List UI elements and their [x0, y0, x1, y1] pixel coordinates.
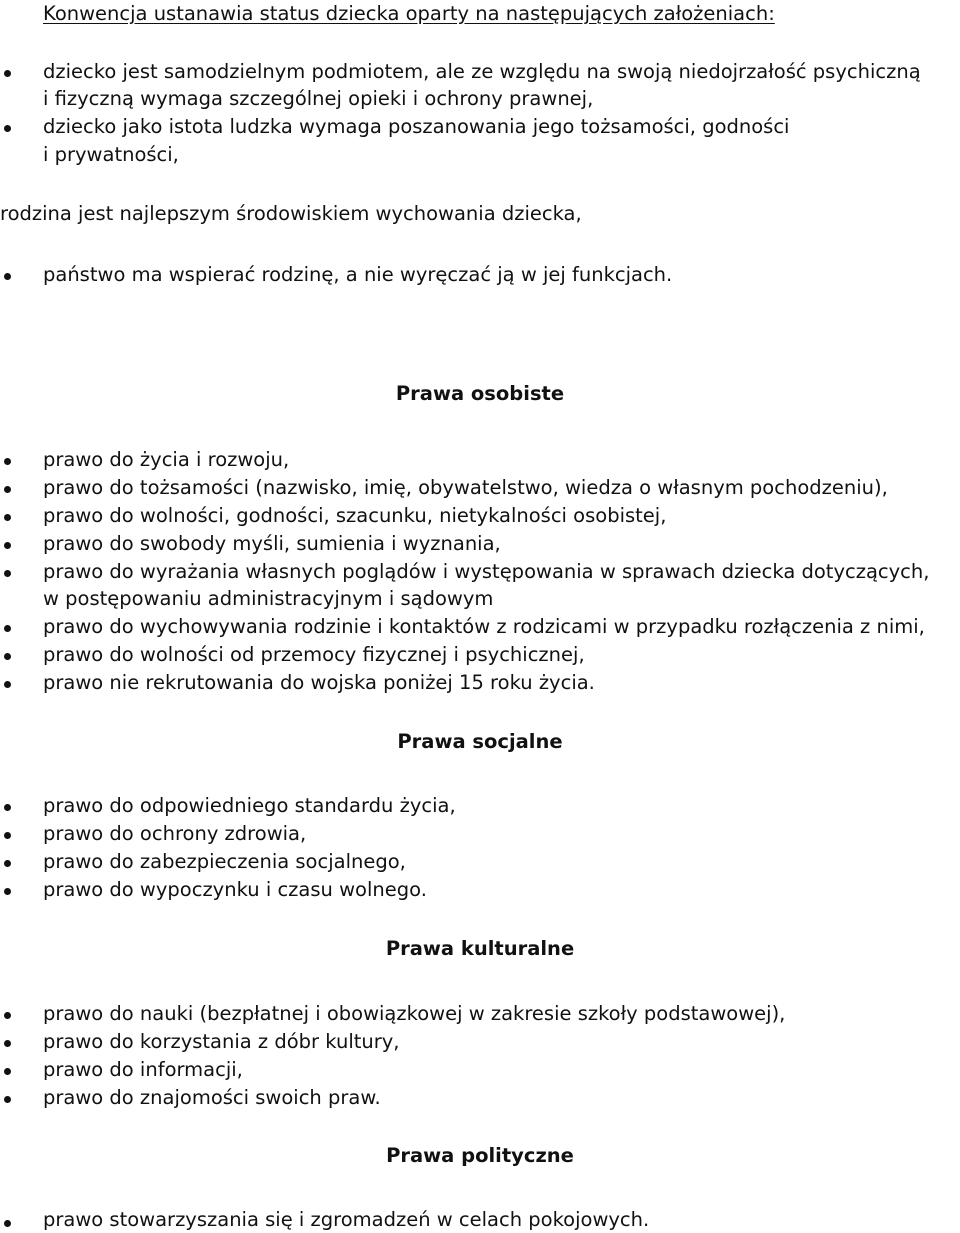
list-item: prawo do wolności, godności, szacunku, nietykalności osobistej, [43, 504, 667, 527]
assumption-line: i prywatności, [43, 143, 179, 166]
assumption-line: dziecko jest samodzielnym podmiotem, ale ze względu na swoją niedojrzałość psychiczną [43, 60, 921, 83]
bullet-icon [4, 458, 11, 465]
bullet-icon [4, 832, 11, 839]
assumption-line: dziecko jako istota ludzka wymaga poszanowania jego tożsamości, godności [43, 115, 790, 138]
bullet-icon [4, 70, 11, 77]
list-item: prawo do życia i rozwoju, [43, 448, 290, 471]
section-title: Prawa osobiste [395, 382, 565, 405]
list-item: prawo do ochrony zdrowia, [43, 822, 307, 845]
bullet-icon [4, 888, 11, 895]
list-item: prawo do odpowiedniego standardu życia, [43, 794, 456, 817]
bullet-icon [4, 273, 11, 280]
list-item: prawo do zabezpieczenia socjalnego, [43, 850, 406, 873]
bullet-icon [4, 653, 11, 660]
assumption-line: i fizyczną wymaga szczególnej opieki i ochrony prawnej, [43, 87, 594, 110]
bullet-icon [4, 625, 11, 632]
intro-heading: Konwencja ustanawia status dziecka oparty na następujących założeniach: [43, 2, 775, 25]
list-item: w postępowaniu administracyjnym i sądowym [43, 587, 494, 610]
section-title: Prawa kulturalne [385, 937, 575, 960]
assumption-line: państwo ma wspierać rodzinę, a nie wyręczać ją w jej funkcjach. [43, 263, 673, 286]
bullet-icon [4, 1040, 11, 1047]
bullet-icon [4, 1012, 11, 1019]
bullet-icon [4, 125, 11, 132]
list-item: prawo do informacji, [43, 1058, 243, 1081]
bullet-icon [4, 570, 11, 577]
list-item: prawo do korzystania z dóbr kultury, [43, 1030, 400, 1053]
section-title: Prawa polityczne [386, 1144, 574, 1167]
list-item: prawo do wychowywania rodzinie i kontaktów z rodzicami w przypadku rozłączenia z nimi, [43, 615, 925, 638]
list-item: prawo do wolności od przemocy fizycznej i psychicznej, [43, 643, 585, 666]
section-title: Prawa socjalne [397, 730, 563, 753]
bullet-icon [4, 542, 11, 549]
list-item: prawo do tożsamości (nazwisko, imię, obywatelstwo, wiedza o własnym pochodzeniu), [43, 476, 888, 499]
bullet-icon [4, 486, 11, 493]
bullet-icon [4, 1096, 11, 1103]
list-item: prawo nie rekrutowania do wojska poniżej 15 roku życia. [43, 671, 595, 694]
list-item: prawo do swobody myśli, sumienia i wyznania, [43, 532, 501, 555]
list-item: prawo stowarzyszania się i zgromadzeń w celach pokojowych. [43, 1208, 650, 1231]
bullet-icon [4, 860, 11, 867]
bullet-icon [4, 804, 11, 811]
list-item: prawo do wyrażania własnych poglądów i występowania w sprawach dziecka dotyczących, [43, 560, 930, 583]
bullet-icon [4, 514, 11, 521]
list-item: prawo do znajomości swoich praw. [43, 1086, 381, 1109]
bullet-icon [4, 1068, 11, 1075]
list-item: prawo do nauki (bezpłatnej i obowiązkowej w zakresie szkoły podstawowej), [43, 1002, 786, 1025]
bullet-icon [4, 1220, 11, 1227]
assumption-line: rodzina jest najlepszym środowiskiem wychowania dziecka, [0, 202, 582, 225]
list-item: prawo do wypoczynku i czasu wolnego. [43, 878, 427, 901]
bullet-icon [4, 681, 11, 688]
